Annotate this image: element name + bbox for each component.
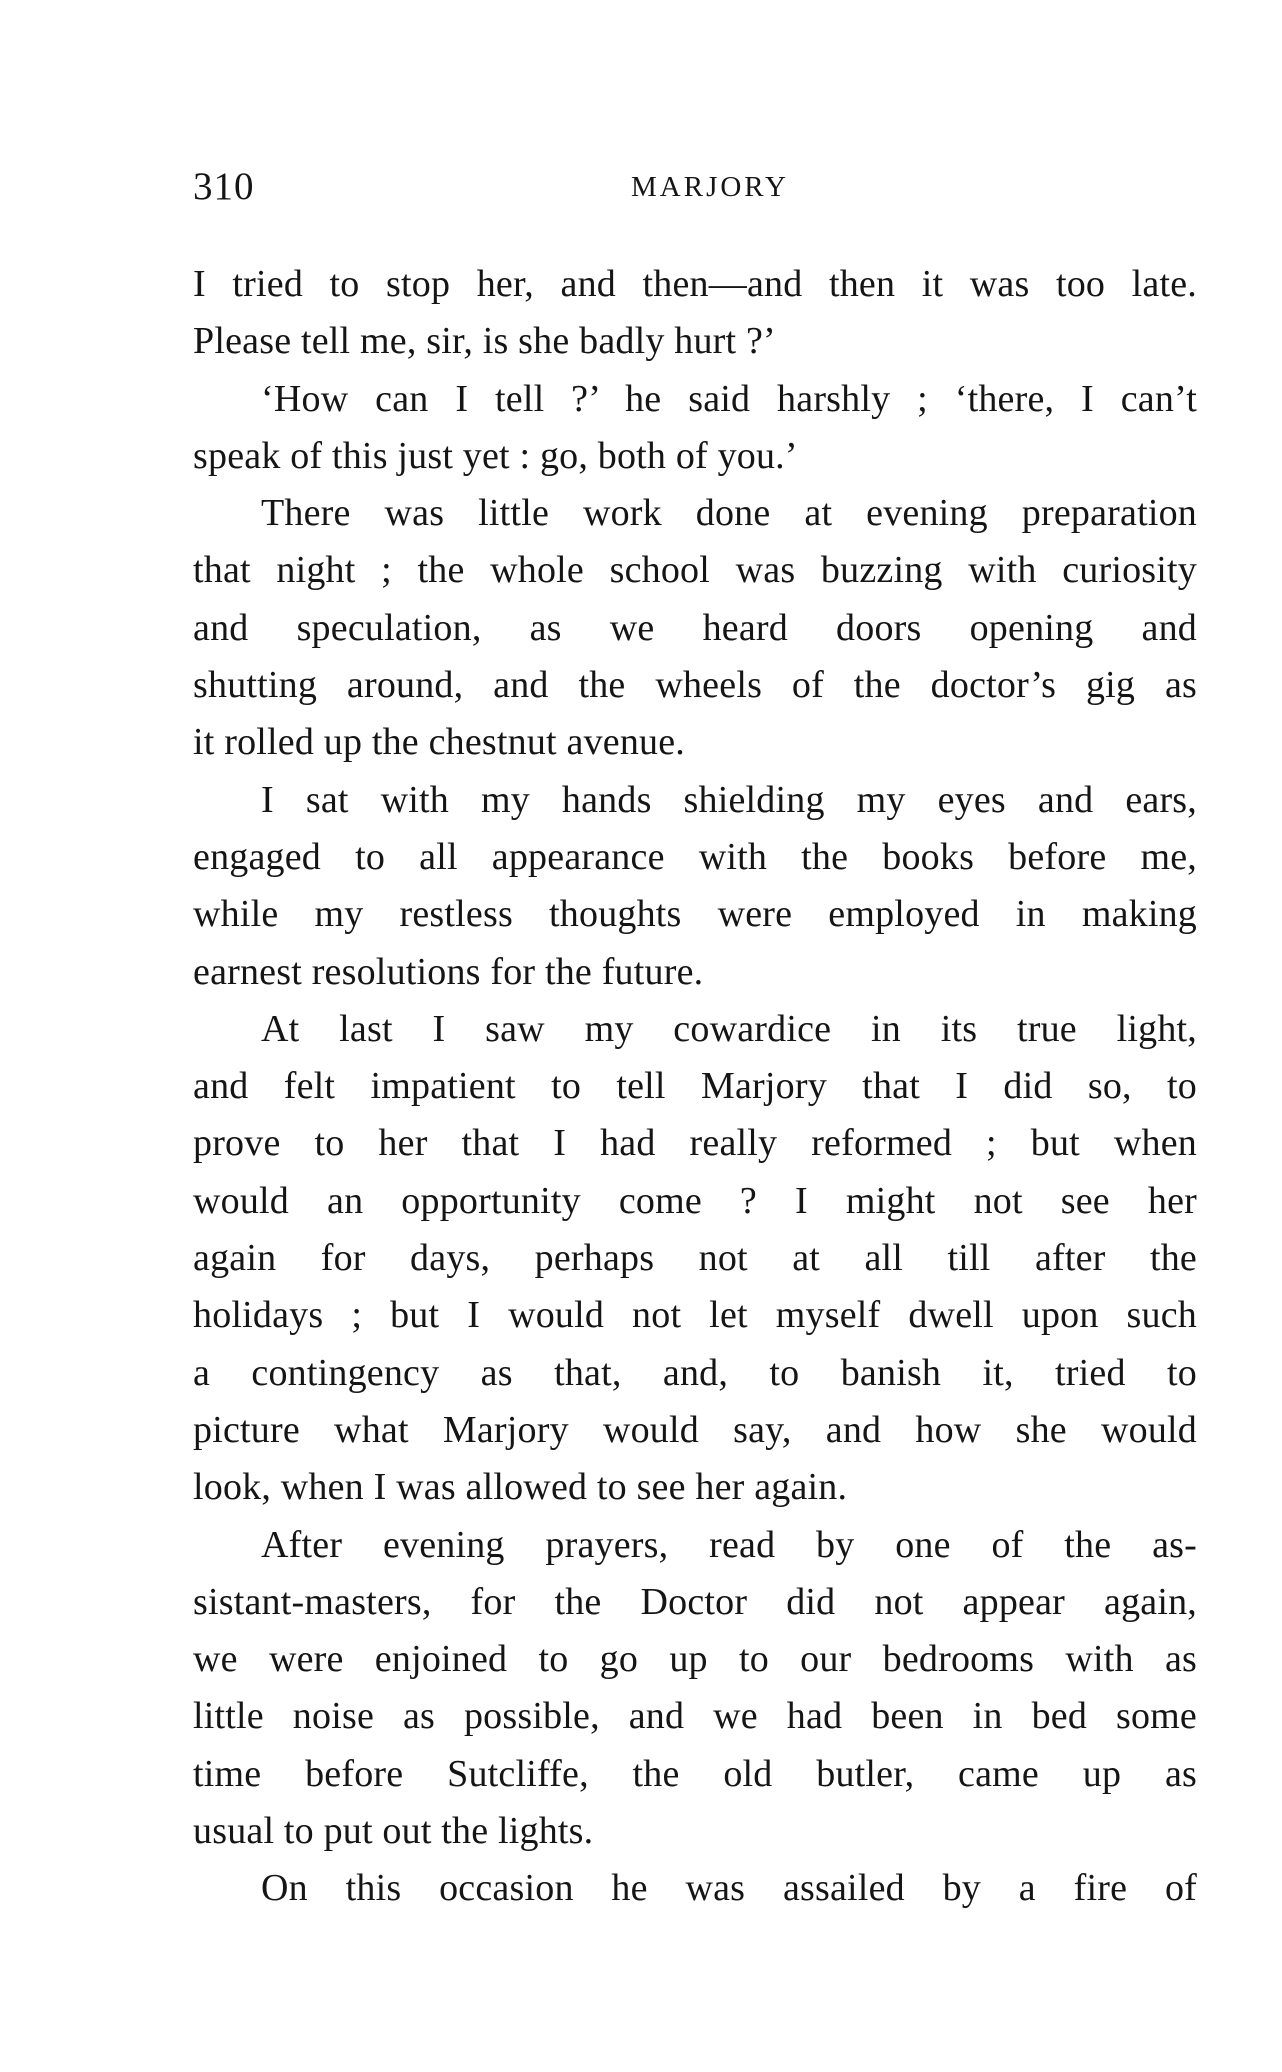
text-line: ‘How can I tell ?’ he said harshly ; ‘there, I can’t	[261, 377, 1197, 420]
text-line: prove to her that I had really reformed ; but when	[193, 1122, 1197, 1165]
text-line: that night ; the whole school was buzzing with curiosity	[193, 549, 1197, 592]
page-header	[193, 162, 1197, 212]
text-line: engaged to all appearance with the books before me,	[193, 835, 1197, 878]
page-number: 310	[193, 165, 255, 208]
text-line: I tried to stop her, and then—and then it was too late.	[193, 263, 1197, 305]
text-line: would an opportunity come ? I might not see her	[193, 1179, 1197, 1222]
text-line: little noise as possible, and we had been in bed some	[193, 1695, 1197, 1738]
text-line: Please tell me, sir, is she badly hurt ?’	[193, 320, 776, 363]
text-line: On this occasion he was assailed by a fire of	[261, 1867, 1197, 1910]
text-line: shutting around, and the wheels of the doctor’s gig as	[193, 664, 1197, 707]
text-line: while my restless thoughts were employed in making	[193, 893, 1197, 936]
text-line: sistant-masters, for the Doctor did not appear again,	[193, 1580, 1197, 1623]
running-head: MARJORY	[631, 171, 789, 203]
text-line: I sat with my hands shielding my eyes and ears,	[261, 778, 1197, 821]
text-line: At last I saw my cowardice in its true light,	[261, 1007, 1197, 1050]
text-line: There was little work done at evening preparation	[261, 492, 1197, 535]
text-line: usual to put out the lights.	[193, 1810, 594, 1853]
text-line: earnest resolutions for the future.	[193, 950, 704, 993]
text-line: time before Sutcliffe, the old butler, came up as	[193, 1752, 1197, 1795]
text-line: picture what Marjory would say, and how she would	[193, 1408, 1197, 1451]
text-line: holidays ; but I would not let myself dwell upon such	[193, 1294, 1197, 1337]
text-line: After evening prayers, read by one of the as-	[261, 1523, 1197, 1566]
text-line: again for days, perhaps not at all till after the	[193, 1237, 1197, 1280]
text-line: it rolled up the chestnut avenue.	[193, 721, 686, 764]
text-line: speak of this just yet : go, both of you.’	[193, 434, 798, 477]
body-text	[193, 256, 1197, 1918]
text-line: and speculation, as we heard doors opening and	[193, 606, 1197, 649]
text-line: look, when I was allowed to see her again.	[193, 1466, 848, 1509]
text-line: and felt impatient to tell Marjory that I did so, to	[193, 1065, 1197, 1108]
text-line: a contingency as that, and, to banish it, tried to	[193, 1351, 1197, 1394]
text-line: we were enjoined to go up to our bedrooms with as	[193, 1638, 1197, 1681]
